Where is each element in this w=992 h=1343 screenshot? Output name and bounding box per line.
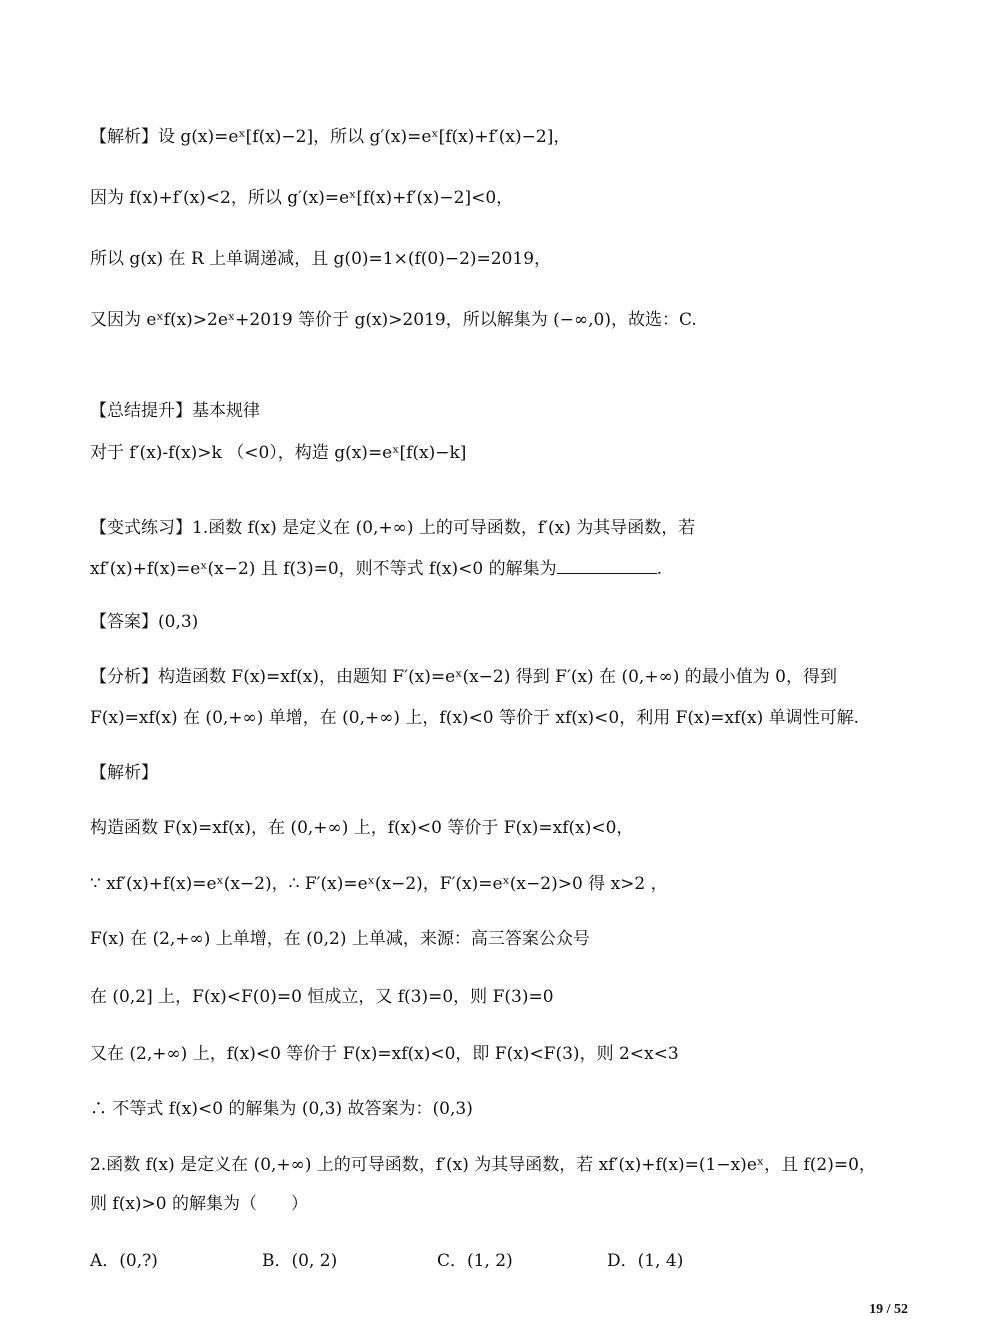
solution-step-2: ∵ xf′(x)+f(x)=eˣ(x−2)，∴ F′(x)=eˣ(x−2)，F′(x)=eˣ(x−2)>0 得 x>2 ， [90, 874, 668, 894]
question-2-line-1: 2.函数 f(x) 是定义在 (0,+∞) 上的可导函数，f′(x) 为其导函数，若 xf′(x)+f(x)=(1−x)eˣ，且 f(2)=0， [90, 1155, 876, 1175]
option-c: C．(1, 2) [437, 1251, 513, 1271]
solution-line-3: 所以 g(x) 在 R 上单调递减，且 g(0)=1×(f(0)−2)=2019， [90, 249, 552, 269]
summary-heading: 【总结提升】基本规律 [90, 401, 260, 421]
solution-line-4: 又因为 eˣf(x)>2eˣ+2019 等价于 g(x)>2019，所以解集为 (−∞,0)，故选：C. [90, 310, 697, 330]
page-number: 19 / 52 [869, 1302, 908, 1317]
analysis-line-2: F(x)=xf(x) 在 (0,+∞) 单增，在 (0,+∞) 上，f(x)<0 等价于 xf(x)<0，利用 F(x)=xf(x) 单调性可解. [90, 708, 860, 728]
exercise-1-line-2 [90, 557, 662, 581]
option-a: A．(0,?) [90, 1251, 158, 1271]
answer-line: 【答案】(0,3) [90, 612, 199, 632]
answer-blank [557, 557, 657, 574]
blank-period: . [656, 559, 663, 579]
option-d: D．(1, 4) [607, 1251, 684, 1271]
question-2-line-2: 则 f(x)>0 的解集为（ ） [90, 1194, 309, 1214]
solution-step-3: F(x) 在 (2,+∞) 上单增，在 (0,2) 上单减，来源：高三答案公众号 [90, 929, 590, 949]
solution-heading: 【解析】 [90, 763, 158, 783]
option-b: B．(0, 2) [262, 1251, 338, 1271]
solution-line-2: 因为 f(x)+f′(x)<2，所以 g′(x)=eˣ[f(x)+f′(x)−2]<0， [90, 188, 514, 208]
analysis-line-1: 【分析】构造函数 F(x)=xf(x)，由题知 F′(x)=eˣ(x−2) 得到 F′(x) 在 (0,+∞) 的最小值为 0，得到 [90, 667, 837, 687]
solution-conclusion: ∴ 不等式 f(x)<0 的解集为 (0,3) 故答案为：(0,3) [90, 1099, 473, 1119]
exercise-1-text: xf′(x)+f(x)=eˣ(x−2) 且 f(3)=0，则不等式 f(x)<0 的解集为 [90, 559, 557, 579]
solution-step-4: 在 (0,2] 上，F(x)<F(0)=0 恒成立，又 f(3)=0，则 F(3)=0 [90, 987, 554, 1007]
solution-step-5: 又在 (2,+∞) 上，f(x)<0 等价于 F(x)=xf(x)<0，即 F(x)<F(3)，则 2<x<3 [90, 1044, 679, 1064]
solution-step-1: 构造函数 F(x)=xf(x)，在 (0,+∞) 上，f(x)<0 等价于 F(x)=xf(x)<0， [90, 818, 634, 838]
exercise-1-line-1: 【变式练习】1.函数 f(x) 是定义在 (0,+∞) 上的可导函数，f′(x) 为其导函数，若 [90, 518, 696, 538]
summary-rule: 对于 f′(x)-f(x)>k （<0），构造 g(x)=eˣ[f(x)−k] [90, 443, 467, 463]
solution-line-1: 【解析】设 g(x)=eˣ[f(x)−2]，所以 g′(x)=eˣ[f(x)+f′(x)−2]， [90, 127, 571, 147]
